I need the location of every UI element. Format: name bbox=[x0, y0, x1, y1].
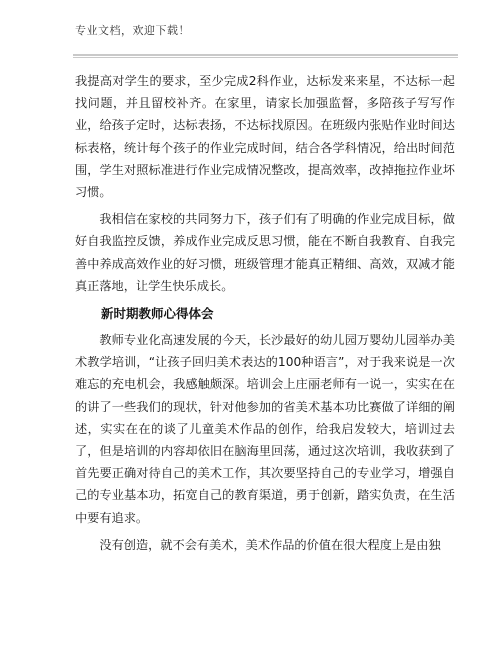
body-paragraph: 我相信在家校的共同努力下，孩子们有了明确的作业完成目标，做好自我监控反馈，养成作业完成反思习惯，能在不断自我教育、自我完善中养成高效作业的好习惯，班级管理才能真正精细、高效，双减才能真正落地，让学生快乐成长。 bbox=[75, 212, 455, 293]
body-paragraph: 我提高对学生的要求，至少完成2科作业，达标发来来星，不达标一起找问题，并且留校补齐。在家里，请家长加强监督，多陪孩子写写作业，给孩子定时，达标表扬，不达标找原因。在班级内张贴作业时间达标表格，统计每个孩子的作业完成时间，结合各学科情况，给出时间范围，学生对照标准进行作业完成情况整改，提高效率，改掉拖拉作业坏习惯。 bbox=[75, 74, 455, 200]
header-rule-thin bbox=[73, 57, 458, 58]
header-rule-thick bbox=[73, 54, 458, 56]
section-heading: 新时期教师心得体会 bbox=[101, 306, 214, 322]
body-paragraph: 教师专业化高速发展的今天，长沙最好的幼儿园万婴幼儿园举办美术教学培训，“让孩子回归美术表达的100种语言”，对于我来说是一次难忘的充电机会，我感触颇深。培训会上庄丽老师有一说一，实实在在的讲了一些我们的现状，针对他参加的省美术基本功比赛做了详细的阐述，实实在在的谈了儿童美术作品的创作，给我启发较大，培训过去了，但是培训的内容却依旧在脑海里回荡，通过这次培训，我收获到了首先要正确对待自己的美术工作，其次要坚持自己的专业学习，增强自己的专业基本功，拓宽自己的教育渠道，勇于创新，踏实负责，在生活中要有追求。 bbox=[75, 333, 455, 525]
document-body bbox=[75, 70, 455, 556]
page-header: 专业文档，欢迎下载！ bbox=[75, 24, 190, 37]
body-paragraph: 没有创造，就不会有美术，美术作品的价值在很大程度上是由独 bbox=[99, 537, 441, 552]
